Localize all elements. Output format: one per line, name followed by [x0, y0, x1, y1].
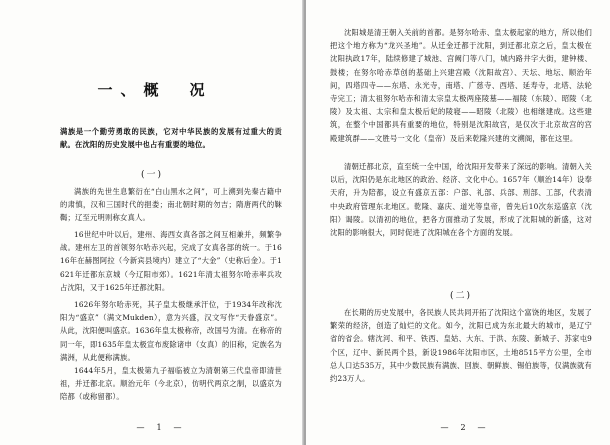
right-page [306, 0, 610, 445]
paragraph: 在长期的历史发展中，各民族人民共同开拓了沈阳这个富饶的地区，发展了繁荣的经济，创造了灿烂的文化。如今，沈阳已成为东北最大的城市，是辽宁省的省会。辖沈河、和平、铁西、皇姑、大东、于洪、东陵、新城子、苏家屯9个区，辽中、新民两个县，新设1986年沈阳市区，土地8515平方公里，全市总人口达535万，其中少数民族有满族、回族、朝鲜族、锡伯族等，仅满族就有约23万人。 [330, 308, 592, 384]
chapter-title: 一、概 况 [97, 81, 213, 99]
page-number: — 2 — [440, 423, 488, 432]
paragraph: 沈阳城是清王朝入关前的首都。是努尔哈赤、皇太极起家的地方，所以他们把这个地方称为“龙兴圣地”。从迁金迁都于沈阳，到迁都北京之后，皇太极在沈阳执政17年，陆续修建了城池、宫阙门等八门，城内路井字大街，建钟楼、鼓楼；在努尔哈赤草创的基础上兴建宫殿（沈阳故宫）、天坛、地坛、顺治年间，四塔四寺——东塔、永光寺，南塔、广慈寺、西塔、延寿寺，北塔、法轮寺完工；清太祖努尔哈赤和清太宗皇太极两座陵墓——福陵（东陵）、昭陵（北陵）及太祖、太宗和皇太极后妃的陵寝——昭陵（北陵）也相继建成。这些建筑，在整个中国都具有重要的地位，特别是沈阳故宫，是仅次于北京故宫的宫殿建筑群——文胜号一文化（皇帝）及后来乾隆兴建的文溯阁，都在这里。 [330, 28, 592, 143]
paragraph: 1626年努尔哈赤死，其子皇太极继承汗位，于1934年改称沈阳为“盛京”（满文Mukden），意为兴盛，汉文写作“天眷盛京”。从此，沈阳便叫盛京。1636年皇太极称帝，改国号为清。在称帝的同一年，即1635年皇太极宣布废除诸申（女真）的旧称，定族名为满洲，从此便称满族。 [60, 300, 282, 362]
paragraph: 1644年5月，皇太极第九子福临被立为清朝第三代皇帝即清世祖，并迁都北京。顺治元年（今北京），仿明代两京之制，以盛京为陪都（或称留都）。 [60, 366, 282, 402]
left-page [0, 0, 304, 445]
page-number: — 1 — [136, 423, 184, 432]
section-heading-1: (一) [140, 170, 164, 180]
paragraph: 满族的先世生息繁衍在“白山黑水之间”，可上溯到先秦古籍中的肃慎，汉和三国时代的挹娄；南北朝时期的勿吉；隋唐两代的靺鞨；辽至元明则称女真人。 [60, 187, 282, 223]
paragraph: 清朝迁都北京，直至统一全中国，给沈阳开发带来了深远的影响。清朝入关以后，沈阳仍是东北地区的政治、经济、文化中心。1657年（顺治14年）设奉天府，升为陪都，设立有盛京五部：户部、礼部、兵部、刑部、工部，代表清中央政府管理东北地区。乾隆、嘉庆、道光等皇帝，曾先后10次东巡盛京（沈阳）谒陵。以清初的地位，把各方面推动了发展，形成了沈阳城的新盛，这对沈阳的影响很大，同时促进了沈阳城在各个方面的发展。 [330, 162, 592, 238]
section-heading-2: (二) [449, 291, 473, 301]
intro-paragraph: 满族是一个勤劳勇敢的民族，它对中华民族的发展有过重大的贡献。在沈阳的历史发展中也占有重要的地位。 [60, 127, 282, 150]
paragraph: 16世纪中叶以后，建州、海西女真各部之间互相兼并，频繁争战。建州左卫的首领努尔哈赤兴起，完成了女真各部的统一。于1616年在赫图阿拉（今新宾县境内）建立了“大金”（史称后金）。于1621年迁都东京城（今辽阳市郊）。1621年清太祖努尔哈赤率兵攻占沈阳，又于1625年迁都沈阳。 [60, 230, 282, 292]
